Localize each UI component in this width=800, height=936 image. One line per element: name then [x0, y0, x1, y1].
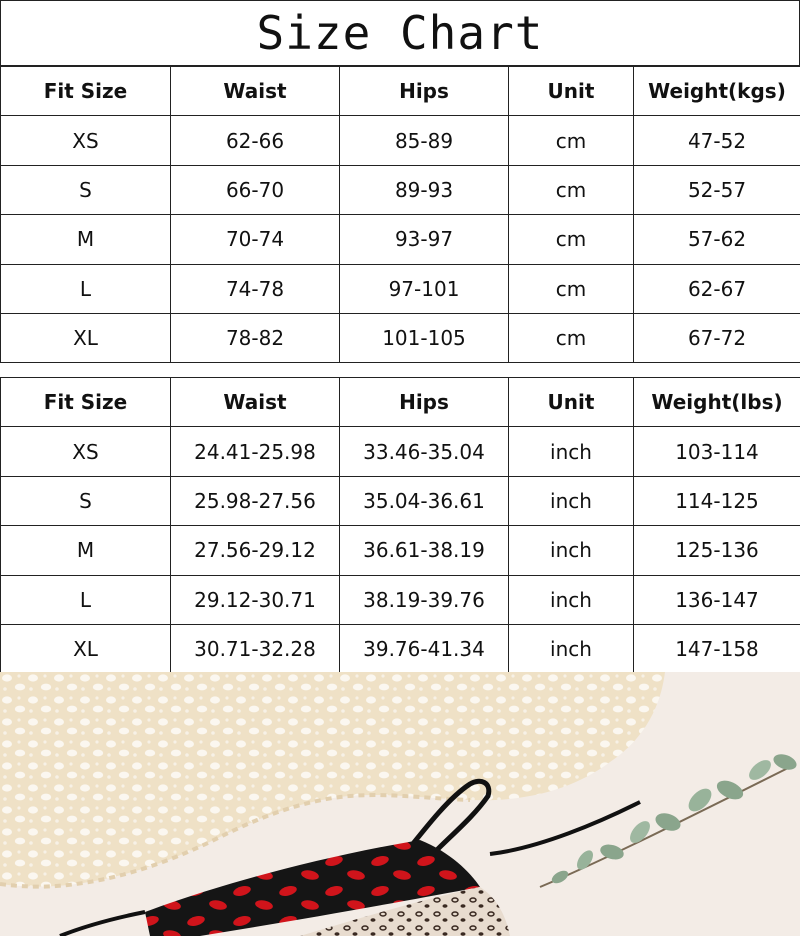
cell-weight: 62-67 — [634, 264, 800, 313]
cell-unit: inch — [509, 476, 634, 525]
table-row — [1, 264, 800, 313]
cell-weight: 67-72 — [634, 313, 800, 362]
header-waist: Waist — [171, 378, 340, 427]
cell-hips: 33.46-35.04 — [340, 427, 509, 476]
cell-hips: 85-89 — [340, 116, 509, 165]
table-row — [1, 165, 800, 214]
header-hips: Hips — [340, 67, 509, 116]
header-unit: Unit — [509, 378, 634, 427]
product-photo — [0, 672, 800, 936]
cell-fit-size: L — [1, 264, 171, 313]
cell-weight: 57-62 — [634, 215, 800, 264]
table-row — [1, 313, 800, 362]
cell-weight: 47-52 — [634, 116, 800, 165]
cell-fit-size: S — [1, 165, 171, 214]
page-title: Size Chart — [256, 6, 544, 60]
cell-hips: 97-101 — [340, 264, 509, 313]
header-fit-size: Fit Size — [1, 67, 171, 116]
cell-hips: 38.19-39.76 — [340, 575, 509, 624]
cell-waist: 25.98-27.56 — [171, 476, 340, 525]
header-waist: Waist — [171, 67, 340, 116]
cell-fit-size: M — [1, 526, 171, 575]
header-unit: Unit — [509, 67, 634, 116]
size-chart-title-box — [0, 0, 800, 66]
cell-fit-size: S — [1, 476, 171, 525]
cell-weight: 136-147 — [634, 575, 800, 624]
cell-hips: 89-93 — [340, 165, 509, 214]
cell-weight: 114-125 — [634, 476, 800, 525]
table-header-row — [1, 378, 800, 427]
cell-weight: 147-158 — [634, 624, 800, 673]
cell-unit: inch — [509, 526, 634, 575]
cell-hips: 101-105 — [340, 313, 509, 362]
cell-waist: 24.41-25.98 — [171, 427, 340, 476]
table-row — [1, 624, 800, 673]
table-header-row — [1, 67, 800, 116]
metric-size-table — [0, 66, 800, 363]
cell-waist: 74-78 — [171, 264, 340, 313]
cell-hips: 39.76-41.34 — [340, 624, 509, 673]
product-photo-illustration — [0, 672, 800, 936]
cell-waist: 62-66 — [171, 116, 340, 165]
cell-waist: 78-82 — [171, 313, 340, 362]
table-row — [1, 116, 800, 165]
header-hips: Hips — [340, 378, 509, 427]
cell-unit: cm — [509, 264, 634, 313]
cell-unit: cm — [509, 215, 634, 264]
cell-unit: inch — [509, 427, 634, 476]
table-row — [1, 427, 800, 476]
cell-weight: 125-136 — [634, 526, 800, 575]
cell-hips: 36.61-38.19 — [340, 526, 509, 575]
cell-unit: inch — [509, 575, 634, 624]
cell-fit-size: XL — [1, 624, 171, 673]
cell-waist: 27.56-29.12 — [171, 526, 340, 575]
cell-unit: cm — [509, 165, 634, 214]
cell-fit-size: XS — [1, 116, 171, 165]
cell-fit-size: M — [1, 215, 171, 264]
header-weight: Weight(lbs) — [634, 378, 800, 427]
cell-unit: cm — [509, 313, 634, 362]
cell-waist: 30.71-32.28 — [171, 624, 340, 673]
imperial-size-table — [0, 377, 800, 674]
table-row — [1, 215, 800, 264]
cell-hips: 93-97 — [340, 215, 509, 264]
cell-hips: 35.04-36.61 — [340, 476, 509, 525]
cell-weight: 52-57 — [634, 165, 800, 214]
table-row — [1, 575, 800, 624]
cell-weight: 103-114 — [634, 427, 800, 476]
cell-fit-size: L — [1, 575, 171, 624]
header-weight: Weight(kgs) — [634, 67, 800, 116]
cell-waist: 70-74 — [171, 215, 340, 264]
table-row — [1, 476, 800, 525]
table-row — [1, 526, 800, 575]
cell-fit-size: XL — [1, 313, 171, 362]
cell-waist: 29.12-30.71 — [171, 575, 340, 624]
cell-unit: cm — [509, 116, 634, 165]
header-fit-size: Fit Size — [1, 378, 171, 427]
cell-unit: inch — [509, 624, 634, 673]
cell-fit-size: XS — [1, 427, 171, 476]
cell-waist: 66-70 — [171, 165, 340, 214]
